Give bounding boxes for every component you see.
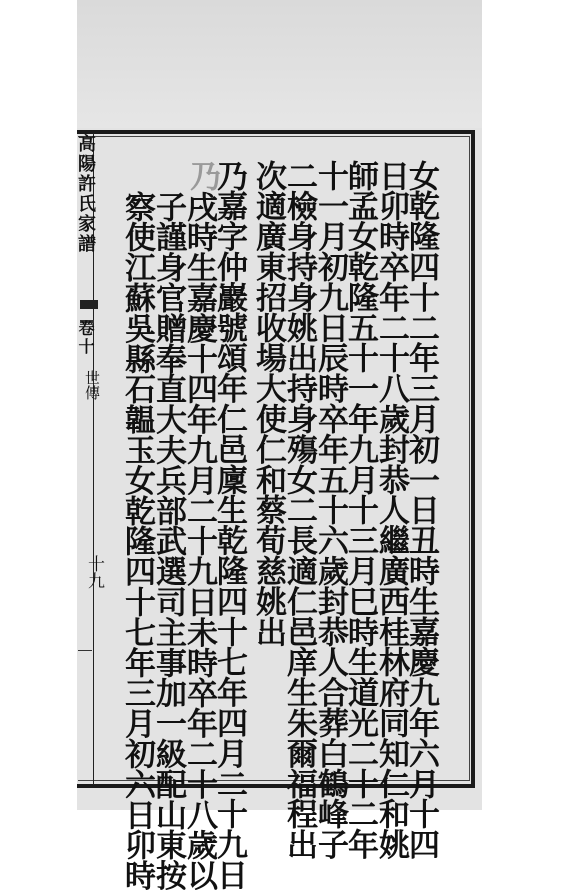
text-column-7: 乃嘉字仲巖號頌年仁邑廩生乾隆四十七年四月二十九日 — [211, 160, 247, 890]
fish-tail-mark — [80, 300, 98, 309]
text-column-9: 子謹身官贈奉直大夫兵部武選司主事加一級配山東按 — [150, 191, 186, 890]
text-column-10: 察使江蘇吳縣石韞玉女乾隆四十七年三月初六日卯時 — [119, 191, 155, 890]
section-label: 世傳 — [83, 370, 101, 400]
page-number-rule — [78, 650, 92, 651]
text-column-5: 二檢身持身姚出持身殤女二長適仁邑庠生朱爾福程出 — [281, 160, 317, 860]
faint-column: 乃 — [184, 160, 220, 191]
page-top-margin — [77, 0, 482, 128]
text-column-1: 女乾隆四十二年三月初一日丑時生嘉慶九年六月十四 — [403, 160, 439, 860]
volume-label: 卷十 — [76, 320, 95, 356]
text-column-6: 次適廣東招收場大使仁和蔡荀慈姚出 — [250, 160, 286, 647]
page-number: 十九 — [84, 555, 104, 589]
text-column-2: 日卯時卒年二十八歲封恭人繼廣西桂林府同知仁和姚 — [373, 160, 409, 860]
text-column-4: 十一月初九日辰時卒年五十六歲封恭人合葬白鶴峰子 — [312, 160, 348, 860]
text-column-3: 師孟女乾隆五十一年九月十三月巳時生道光二十二年 — [342, 160, 378, 860]
book-title: 高陽許氏家譜 — [75, 134, 96, 254]
text-column-8: 戌時生嘉慶十四年九月二十九日未時卒年二十八歲以 — [181, 191, 217, 890]
